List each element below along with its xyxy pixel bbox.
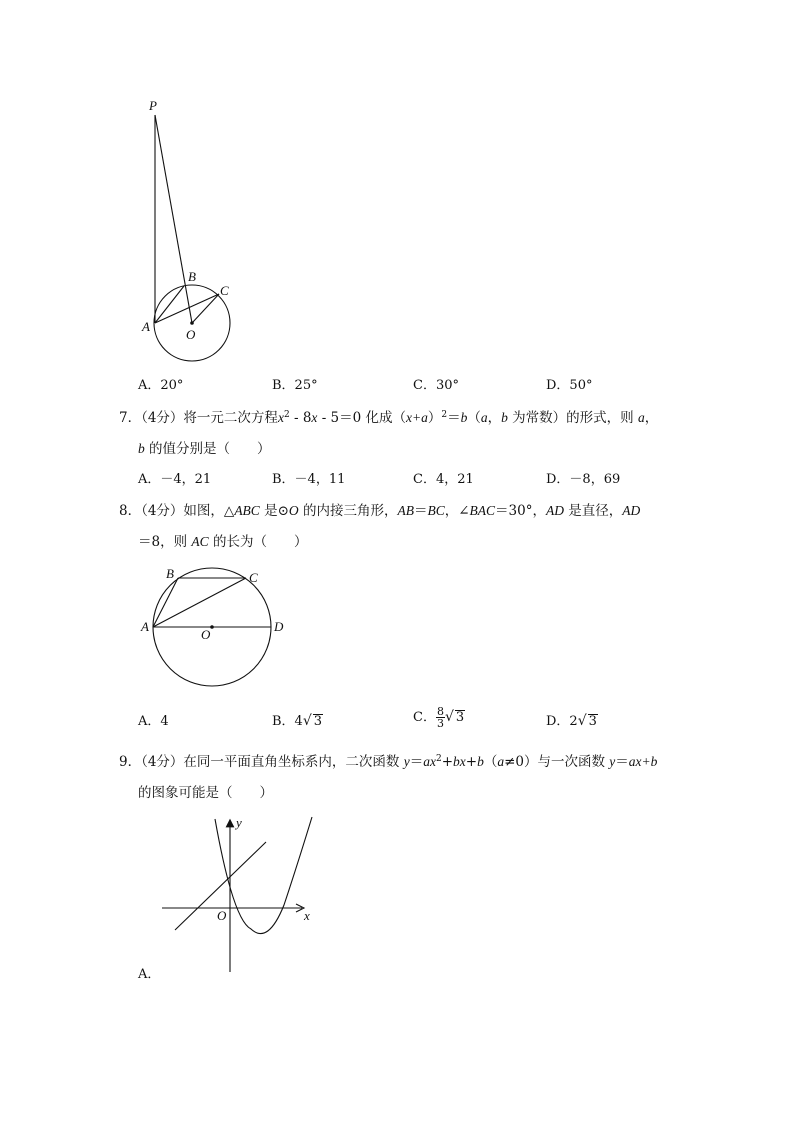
q9-text: + <box>441 754 454 770</box>
label-b: B <box>188 269 196 284</box>
q9-var: a <box>497 754 505 769</box>
q7-text: ， <box>644 410 659 426</box>
q8-var: BC <box>427 503 445 518</box>
q8-choice-b-text: B．4 <box>272 714 303 729</box>
q6-choice-a[interactable]: A．20° <box>138 378 184 393</box>
label-y: y <box>236 815 242 830</box>
q8-choice-c-text: C． <box>413 710 436 725</box>
fraction-denominator: 3 <box>436 717 444 730</box>
sqrt-icon: √ <box>302 713 312 729</box>
q7-text: ， <box>487 410 502 426</box>
q9-text: 的图象可能是（ ） <box>138 785 273 801</box>
q7-text: 为常数）的形式，则 <box>507 410 638 426</box>
q8-var: ABC <box>234 503 260 518</box>
label-p: P <box>149 98 157 113</box>
q7-text: 7．（4分）将一元二次方程 <box>119 410 278 426</box>
q8-text: 是直径， <box>563 503 623 519</box>
q7-text: - 8 <box>289 410 312 426</box>
label-o: O <box>186 327 196 342</box>
q8-choice-a-text: A．4 <box>138 714 169 729</box>
q8-choice-d-text: D．2 <box>546 714 578 729</box>
q7-exp: 2 <box>441 410 448 420</box>
q7-text: 的值分别是（ ） <box>144 441 271 457</box>
q7-exp: 2 <box>283 410 290 420</box>
figure-q9-geometry <box>162 817 312 972</box>
q7-var: x <box>277 410 284 425</box>
q9-text: （ <box>483 754 498 770</box>
sqrt-icon: √ <box>444 709 454 725</box>
q8-var: AD <box>622 503 641 518</box>
label-a: A <box>142 319 150 334</box>
q8-var: AC <box>191 534 209 549</box>
label-c: C <box>220 283 229 298</box>
q7-text: ＝ <box>447 410 461 426</box>
q6-choice-c[interactable]: C．30° <box>413 378 459 393</box>
q9-var: y <box>609 754 616 769</box>
q7-var: a <box>480 410 488 425</box>
q6-choice-d[interactable]: D．50° <box>546 378 593 393</box>
q9-text: ≠0）与一次函数 <box>504 754 610 770</box>
q8-text: 的长为（ ） <box>208 534 308 550</box>
q8-text: ，∠ <box>444 503 470 519</box>
q8-var: AD <box>545 503 564 518</box>
sqrt-icon: √ <box>577 713 587 729</box>
q7-text: - 5＝0 化成（ <box>317 410 407 426</box>
q7-text: ） <box>427 410 442 426</box>
q9-var: bx <box>453 754 466 769</box>
q9-var: ax <box>423 754 436 769</box>
q6-choice-b[interactable]: B．25° <box>272 378 318 393</box>
q9-text: ＝ <box>615 754 629 770</box>
q8-choice-d-radicand: 3 <box>588 714 597 729</box>
q7-var: a <box>637 410 645 425</box>
fraction-numerator: 8 <box>436 705 444 718</box>
q7-text: （ <box>467 410 481 426</box>
q9-text: 9．（4分）在同一平面直角坐标系内，二次函数 <box>119 754 404 770</box>
label-a: A <box>141 619 149 634</box>
q8-var: O <box>288 503 299 518</box>
q9-var: y <box>403 754 410 769</box>
q9-text: ＝ <box>409 754 424 770</box>
q7-choice-a[interactable]: A．－4，21 <box>138 472 212 487</box>
q8-choice-c-radicand: 3 <box>455 710 465 725</box>
q7-var: b <box>460 410 468 425</box>
label-o: O <box>217 908 227 923</box>
q7-choice-d[interactable]: D．－8，69 <box>546 472 621 487</box>
q8-var: AB <box>397 503 414 518</box>
q7-var: b <box>138 441 145 456</box>
q8-text: ＝30°， <box>495 503 546 519</box>
label-o: O <box>201 627 211 642</box>
q9-text: + <box>465 754 478 770</box>
q9-exp: 2 <box>435 754 442 764</box>
q9-var: b <box>477 754 484 769</box>
q8-choice-b-radicand: 3 <box>313 714 323 729</box>
q9-choice-a[interactable]: A． <box>138 967 161 982</box>
label-b: B <box>166 566 174 581</box>
q7-choice-b[interactable]: B．－4，11 <box>272 472 346 487</box>
q8-text: ＝8，则 <box>138 534 192 550</box>
q9-var: ax+b <box>628 754 658 769</box>
label-x: x <box>304 908 310 923</box>
q8-var: BAC <box>469 503 496 518</box>
q8-text: 是⊙ <box>259 503 289 519</box>
label-c: C <box>249 570 258 585</box>
q7-var: x <box>311 410 318 425</box>
q8-text: 的内接三角形， <box>298 503 398 519</box>
q8-text: ＝ <box>413 503 428 519</box>
q7-var: b <box>501 410 508 425</box>
q7-var: x+a <box>406 410 428 425</box>
q8-text: 8．（4分）如图，△ <box>119 503 235 519</box>
q7-choice-c[interactable]: C．4，21 <box>413 472 474 487</box>
label-d: D <box>274 619 284 634</box>
